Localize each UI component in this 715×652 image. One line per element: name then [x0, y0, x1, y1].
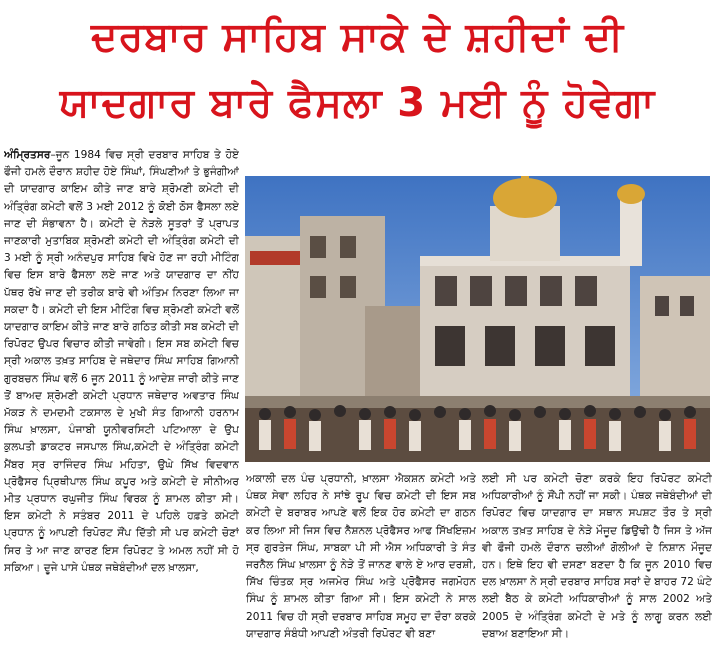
article-column-3: [482, 471, 712, 647]
news-photo: [245, 176, 710, 462]
headline-line-1: ਦਰਬਾਰ ਸਾਹਿਬ ਸਾਕੇ ਦੇ ਸ਼ਹੀਦਾਂ ਦੀ: [91, 14, 624, 60]
column-2-text: ਅਕਾਲੀ ਦਲ ਪੰਚ ਪ੍ਰਧਾਨੀ, ਖ਼ਾਲਸਾ ਐਕਸ਼ਨ ਕਮੇਟੀ ਅਤੇ ਪੰਥਕ ਸੇਵਾ ਲਹਿਰ ਨੇ ਸਾਂਝੇ ਰੂਪ ਵਿਚ ਕਮੇਟੀ ਦੀ ਇਸ ਸਬ ਕਮੇਟੀ ਦੇ ਬਰਾਬਰ ਆਪਣੇ ਵਲੋਂ ਇਕ ਹੋਰ ਕਮੇਟੀ ਦਾ ਗਠਨ ਕਰ ਲਿਆ ਸੀ ਜਿਸ ਵਿਚ ਨੈਸ਼ਨਲ ਪ੍ਰੋਫੈਸਰ ਆਫ ਸਿੱਖਇਜ਼ਮ ਸ੍ਰ ਗੁਰਤੇਜ ਸਿੰਘ, ਸਾਬਕਾ ਪੀ ਸੀ ਐਸ ਅਧਿਕਾਰੀ ਤੇ ਸੰਤ ਜਰਨੈਲ ਸਿੰਘ ਖ਼ਾਲਸਾ ਨੂੰ ਨੇੜੇ ਤੋਂ ਜਾਨਣ ਵਾਲੇ ਏ ਆਰ ਦਰਸ਼ੀ, ਸਿੱਖ ਚਿੰਤਕ ਸ੍ਰ ਅਜਮੇਰ ਸਿੰਘ ਅਤੇ ਪ੍ਰੋਫੈਸਰ ਜਗਮੋਹਨ ਸਿੰਘ ਨੂੰ ਸ਼ਾਮਲ ਕੀਤਾ ਗਿਆ ਸੀ। ਇਸ ਕਮੇਟੀ ਨੇ ਸਾਲ 2011 ਵਿਚ ਹੀ ਸ੍ਰੀ ਦਰਬਾਰ ਸਾਹਿਬ ਸਮੂਹ ਦਾ ਦੌਰਾ ਕਰਕੇ ਯਾਦਗਾਰ ਸੰਬੰਧੀ ਆਪਣੀ ਅੰਤਰੀ ਰਿਪੋਰਟ ਵੀ ਬਣਾ: [246, 473, 476, 640]
column-1-text: –ਜੂਨ 1984 ਵਿਚ ਸ੍ਰੀ ਦਰਬਾਰ ਸਾਹਿਬ ਤੇ ਹੋਏ ਫੌਜੀ ਹਮਲੇ ਦੌਰਾਨ ਸ਼ਹੀਦ ਹੋਏ ਸਿੰਘਾਂ, ਸਿੰਘਣੀਆਂ ਤੇ ਭੁਜੰਗੀਆਂ ਦੀ ਯਾਦਗਾਰ ਕਾਇਮ ਕੀਤੇ ਜਾਣ ਬਾਰੇ ਸ਼੍ਰੋਮਣੀ ਕਮੇਟੀ ਦੀ ਅੰਤ੍ਰਿੰਗ ਕਮੇਟੀ ਵਲੋਂ 3 ਮਈ 2012 ਨੂੰ ਕੋਈ ਠੋਸ ਫੈਸਲਾ ਲਏ ਜਾਣ ਦੀ ਸੰਭਾਵਨਾ ਹੈ। ਕਮੇਟੀ ਦੇ ਨੇੜਲੇ ਸੂਤਰਾਂ ਤੋਂ ਪ੍ਰਾਪਤ ਜਾਣਕਾਰੀ ਮੁਤਾਬਿਕ ਸ਼੍ਰੋਮਣੀ ਕਮੇਟੀ ਦੀ ਅੰਤ੍ਰਿੰਗ ਕਮੇਟੀ ਦੀ 3 ਮਈ ਨੂੰ ਸ੍ਰੀ ਅਨੰਦਪੁਰ ਸਾਹਿਬ ਵਿਖੇ ਹੋਣ ਜਾ ਰਹੀ ਮੀਟਿੰਗ ਵਿਚ ਇਸ ਬਾਰੇ ਫੈਸਲਾ ਲਏ ਜਾਣ ਅਤੇ ਯਾਦਗਾਰ ਦਾ ਨੀਂਹ ਪੱਥਰ ਰੱਖੇ ਜਾਣ ਦੀ ਤਰੀਕ ਬਾਰੇ ਵੀ ਅੰਤਿਮ ਨਿਰਣਾ ਲਿਆ ਜਾ ਸਕਦਾ ਹੈ। ਕਮੇਟੀ ਦੀ ਇਸ ਮੀਟਿੰਗ ਵਿਚ ਸ਼੍ਰੋਮਣੀ ਕਮੇਟੀ ਵਲੋਂ ਯਾਦਗਾਰ ਕਾਇਮ ਕੀਤੇ ਜਾਣ ਬਾਰੇ ਗਠਿਤ ਕੀਤੀ ਸਬ ਕਮੇਟੀ ਦੀ ਰਿਪੋਰਟ ਉਪਰ ਵਿਚਾਰ ਕੀਤੀ ਜਾਵੇਗੀ। ਇਸ ਸਬ ਕਮੇਟੀ ਵਿਚ ਸ੍ਰੀ ਅਕਾਲ ਤਖ਼ਤ ਸਾਹਿਬ ਦੇ ਜਥੇਦਾਰ ਸਿੰਘ ਸਾਹਿਬ ਗਿਆਨੀ ਗੁਰਬਚਨ ਸਿੰਘ ਵਲੋਂ 6 ਜੂਨ 2011 ਨੂੰ ਆਦੇਸ਼ ਜਾਰੀ ਕੀਤੇ ਜਾਣ ਤੋਂ ਬਾਅਦ ਸ਼੍ਰੋਮਣੀ ਕਮੇਟੀ ਪ੍ਰਧਾਨ ਜਥੇਦਾਰ ਅਵਤਾਰ ਸਿੰਘ ਮੱਕੜ ਨੇ ਦਮਦਮੀ ਟਕਸਾਲ ਦੇ ਮੁਖੀ ਸੰਤ ਗਿਆਨੀ ਹਰਨਾਮ ਸਿੰਘ ਖ਼ਾਲਸਾ, ਪੰਜਾਬੀ ਯੂਨੀਵਰਸਿਟੀ ਪਟਿਆਲਾ ਦੇ ਉਪ ਕੁਲਪਤੀ ਡਾਕਟਰ ਜਸਪਾਲ ਸਿੰਘ,ਕਮੇਟੀ ਦੇ ਅੰਤ੍ਰਿੰਗ ਕਮੇਟੀ ਮੈਂਬਰ ਸ੍ਰ ਰਾਜਿੰਦਰ ਸਿੰਘ ਮਹਿਤਾ, ਉਘੇ ਸਿੱਖ ਵਿਦਵਾਨ ਪ੍ਰੋਫੈਸਰ ਪ੍ਰਿਥੀਪਾਲ ਸਿੰਘ ਕਪੂਰ ਅਤੇ ਕਮੇਟੀ ਦੇ ਸੀਨੀਅਰ ਮੀਤ ਪ੍ਰਧਾਨ ਰਘੁਜੀਤ ਸਿੰਘ ਵਿਰਕ ਨੂੰ ਸ਼ਾਮਲ ਕੀਤਾ ਸੀ। ਇਸ ਕਮੇਟੀ ਨੇ ਸਤੰਬਰ 2011 ਦੇ ਪਹਿਲੇ ਹਫ਼ਤੇ ਕਮੇਟੀ ਪ੍ਰਧਾਨ ਨੂੰ ਆਪਣੀ ਰਿਪੋਰਟ ਸੌਂਪ ਦਿੱਤੀ ਸੀ ਪਰ ਕਮੇਟੀ ਚੋਣਾਂ ਸਿਰ ਤੇ ਆ ਜਾਣ ਕਾਰਣ ਇਸ ਰਿਪੋਰਟ ਤੇ ਅਮਲ ਨਹੀਂ ਸੀ ਹੋ ਸਕਿਆ। ਦੂਜੇ ਪਾਸੇ ਪੰਥਕ ਜਥੇਬੰਦੀਆਂ ਦਲ ਖ਼ਾਲਸਾ,: [4, 149, 239, 574]
dateline: ਅੰਮ੍ਰਿਤਸਰ: [4, 149, 51, 161]
akal-takht-photo-icon: [245, 176, 710, 462]
column-3-text: ਲਈ ਸੀ ਪਰ ਕਮੇਟੀ ਚੋਣਾ ਕਰਕੇ ਇਹ ਰਿਪੋਰਟ ਕਮੇਟੀ ਅਧਿਕਾਰੀਆਂ ਨੂੰ ਸੌਂਪੀ ਨਹੀਂ ਜਾ ਸਕੀ। ਪੰਥਕ ਜਥੇਬੰਦੀਆਂ ਦੀ ਰਿਪੋਰਟ ਵਿਚ ਯਾਦਗਾਰ ਦਾ ਸਥਾਨ ਸਪਸ਼ਟ ਤੌਰ ਤੇ ਸ੍ਰੀ ਅਕਾਲ ਤਖ਼ਤ ਸਾਹਿਬ ਦੇ ਨੇੜੇ ਮੌਜੂਦ ਡਿਉਢੀ ਹੈ ਜਿਸ ਤੇ ਅੱਜ ਵੀ ਫੌਜੀ ਹਮਲੇ ਦੌਰਾਨ ਚਲੀਆਂ ਗੋਲੀਆਂ ਦੇ ਨਿਸ਼ਾਨ ਮੌਜੂਦ ਹਨ। ਇਥੇ ਇਹ ਵੀ ਦਸਣਾ ਬਣਦਾ ਹੈ ਕਿ ਜੂਨ 2010 ਵਿਚ ਦਲ ਖ਼ਾਲਸਾ ਨੇ ਸ੍ਰੀ ਦਰਬਾਰ ਸਾਹਿਬ ਸਰਾਂ ਦੇ ਬਾਹਰ 72 ਘੰਟੇ ਲਈ ਬੈਠ ਕੇ ਕਮੇਟੀ ਅਧਿਕਾਰੀਆਂ ਨੂੰ ਸਾਲ 2002 ਅਤੇ 2005 ਦੇ ਅੰਤ੍ਰਿੰਗ ਕਮੇਟੀ ਦੇ ਮਤੇ ਨੂੰ ਲਾਗੂ ਕਰਨ ਲਈ ਦਬਾਅ ਬਣਾਇਆ ਸੀ।: [482, 473, 712, 640]
article-column-2: [246, 471, 476, 647]
headline-line-2: ਯਾਦਗਾਰ ਬਾਰੇ ਫੈਸਲਾ 3 ਮਈ ਨੂੰ ਹੋਵੇਗਾ: [59, 80, 656, 126]
article-column-1: [4, 147, 239, 647]
